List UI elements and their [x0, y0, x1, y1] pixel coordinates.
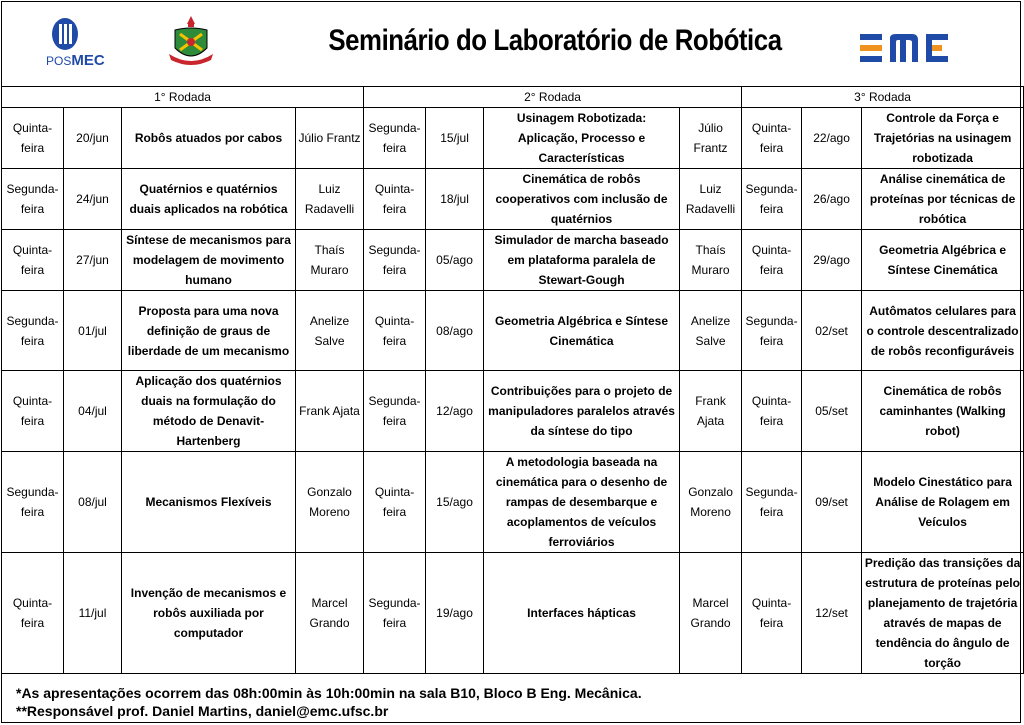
round-header-1: 1° Rodada — [2, 87, 364, 108]
topic-cell: Cinemática de robôs caminhantes (Walking robot) — [862, 371, 1024, 452]
date-cell: 19/ago — [426, 553, 484, 674]
topic-cell: Predição das transições da estrutura de proteínas pelo planejamento de trajetória através de mapas de tendência do ângulo de torção — [862, 553, 1024, 674]
page-title: Seminário do Laboratório de Robótica — [328, 24, 782, 57]
day-cell: Quinta-feira — [742, 371, 802, 452]
date-cell: 20/jun — [64, 108, 122, 169]
schedule-body — [2, 108, 1024, 674]
topic-cell: Análise cinemática de proteínas por técnicas de robótica — [862, 169, 1024, 230]
schedule-row — [2, 371, 1024, 452]
day-cell: Quinta-feira — [364, 169, 426, 230]
speaker-cell: Frank Ajata — [296, 371, 364, 452]
day-cell: Segunda-feira — [2, 452, 64, 553]
speaker-cell: Luiz Radavelli — [296, 169, 364, 230]
round-header-3: 3° Rodada — [742, 87, 1024, 108]
date-cell: 05/ago — [426, 230, 484, 291]
day-cell: Quinta-feira — [364, 291, 426, 371]
schedule-row — [2, 452, 1024, 553]
topic-cell: A metodologia baseada na cinemática para o desenho de rampas de desembarque e acoplamentos de veículos ferroviários — [484, 452, 680, 553]
topic-cell: Contribuições para o projeto de manipuladores paralelos através da síntese do tipo — [484, 371, 680, 452]
speaker-cell: Marcel Grando — [680, 553, 742, 674]
speaker-cell: Thaís Muraro — [680, 230, 742, 291]
day-cell: Segunda-feira — [364, 230, 426, 291]
speaker-cell: Anelize Salve — [296, 291, 364, 371]
topic-cell: Aplicação dos quatérnios duais na formulação do método de Denavit-Hartenberg — [122, 371, 296, 452]
speaker-cell: Gonzalo Moreno — [680, 452, 742, 553]
schedule-table — [1, 86, 1024, 674]
day-cell: Segunda-feira — [364, 553, 426, 674]
day-cell: Quinta-feira — [2, 553, 64, 674]
date-cell: 05/set — [802, 371, 862, 452]
day-cell: Segunda-feira — [2, 169, 64, 230]
topic-cell: Interfaces hápticas — [484, 553, 680, 674]
day-cell: Quinta-feira — [2, 371, 64, 452]
speaker-cell: Anelize Salve — [680, 291, 742, 371]
date-cell: 12/set — [802, 553, 862, 674]
day-cell: Quinta-feira — [742, 553, 802, 674]
topic-cell: Cinemática de robôs cooperativos com inclusão de quatérnios — [484, 169, 680, 230]
topic-cell: Geometria Algébrica e Síntese Cinemática — [862, 230, 1024, 291]
day-cell: Segunda-feira — [364, 371, 426, 452]
speaker-cell: Júlio Frantz — [296, 108, 364, 169]
day-cell: Segunda-feira — [742, 452, 802, 553]
posmec-logo-suffix: MEC — [71, 52, 105, 69]
posmec-logo-icon — [52, 18, 78, 50]
day-cell: Quinta-feira — [364, 452, 426, 553]
topic-cell: Geometria Algébrica e Síntese Cinemática — [484, 291, 680, 371]
date-cell: 08/ago — [426, 291, 484, 371]
topic-cell: Mecanismos Flexíveis — [122, 452, 296, 553]
speaker-cell: Thaís Muraro — [296, 230, 364, 291]
schedule-row — [2, 291, 1024, 371]
header — [0, 0, 1022, 86]
date-cell: 24/jun — [64, 169, 122, 230]
topic-cell: Invenção de mecanismos e robôs auxiliada por computador — [122, 553, 296, 674]
date-cell: 01/jul — [64, 291, 122, 371]
date-cell: 02/set — [802, 291, 862, 371]
date-cell: 08/jul — [64, 452, 122, 553]
topic-cell: Simulador de marcha baseado em plataforma paralela de Stewart-Gough — [484, 230, 680, 291]
day-cell: Segunda-feira — [2, 291, 64, 371]
day-cell: Quinta-feira — [2, 108, 64, 169]
day-cell: Segunda-feira — [742, 291, 802, 371]
university-crest-icon — [167, 14, 215, 70]
topic-cell: Modelo Cinestático para Análise de Rolagem em Veículos — [862, 452, 1024, 553]
posmec-logo — [46, 18, 116, 70]
posmec-logo-prefix: POS — [46, 54, 72, 68]
schedule-row — [2, 553, 1024, 674]
speaker-cell: Marcel Grando — [296, 553, 364, 674]
day-cell: Quinta-feira — [742, 108, 802, 169]
date-cell: 29/ago — [802, 230, 862, 291]
date-cell: 18/jul — [426, 169, 484, 230]
date-cell: 15/ago — [426, 452, 484, 553]
date-cell: 27/jun — [64, 230, 122, 291]
topic-cell: Controle da Força e Trajetórias na usinagem robotizada — [862, 108, 1024, 169]
topic-cell: Proposta para uma nova definição de graus de liberdade de um mecanismo — [122, 291, 296, 371]
rounds-header-row — [2, 87, 1024, 108]
schedule-row — [2, 230, 1024, 291]
footer-contact-note: **Responsável prof. Daniel Martins, daniel@emc.ufsc.br — [16, 703, 389, 719]
topic-cell: Robôs atuados por cabos — [122, 108, 296, 169]
date-cell: 12/ago — [426, 371, 484, 452]
emc-logo-icon — [860, 32, 950, 64]
day-cell: Quinta-feira — [2, 230, 64, 291]
topic-cell: Usinagem Robotizada: Aplicação, Processo e Características — [484, 108, 680, 169]
footer-notes — [16, 684, 642, 720]
topic-cell: Quatérnios e quatérnios duais aplicados na robótica — [122, 169, 296, 230]
day-cell: Quinta-feira — [742, 230, 802, 291]
round-header-2: 2° Rodada — [364, 87, 742, 108]
schedule-row — [2, 108, 1024, 169]
topic-cell: Síntese de mecanismos para modelagem de movimento humano — [122, 230, 296, 291]
date-cell: 22/ago — [802, 108, 862, 169]
speaker-cell: Frank Ajata — [680, 371, 742, 452]
speaker-cell: Júlio Frantz — [680, 108, 742, 169]
topic-cell: Autômatos celulares para o controle descentralizado de robôs reconfiguráveis — [862, 291, 1024, 371]
date-cell: 04/jul — [64, 371, 122, 452]
speaker-cell: Gonzalo Moreno — [296, 452, 364, 553]
date-cell: 15/jul — [426, 108, 484, 169]
schedule-row — [2, 169, 1024, 230]
day-cell: Segunda-feira — [742, 169, 802, 230]
date-cell: 11/jul — [64, 553, 122, 674]
date-cell: 26/ago — [802, 169, 862, 230]
day-cell: Segunda-feira — [364, 108, 426, 169]
speaker-cell: Luiz Radavelli — [680, 169, 742, 230]
footer-schedule-note: *As apresentações ocorrem das 08h:00min às 10h:00min na sala B10, Bloco B Eng. Mecânica. — [16, 685, 642, 701]
date-cell: 09/set — [802, 452, 862, 553]
